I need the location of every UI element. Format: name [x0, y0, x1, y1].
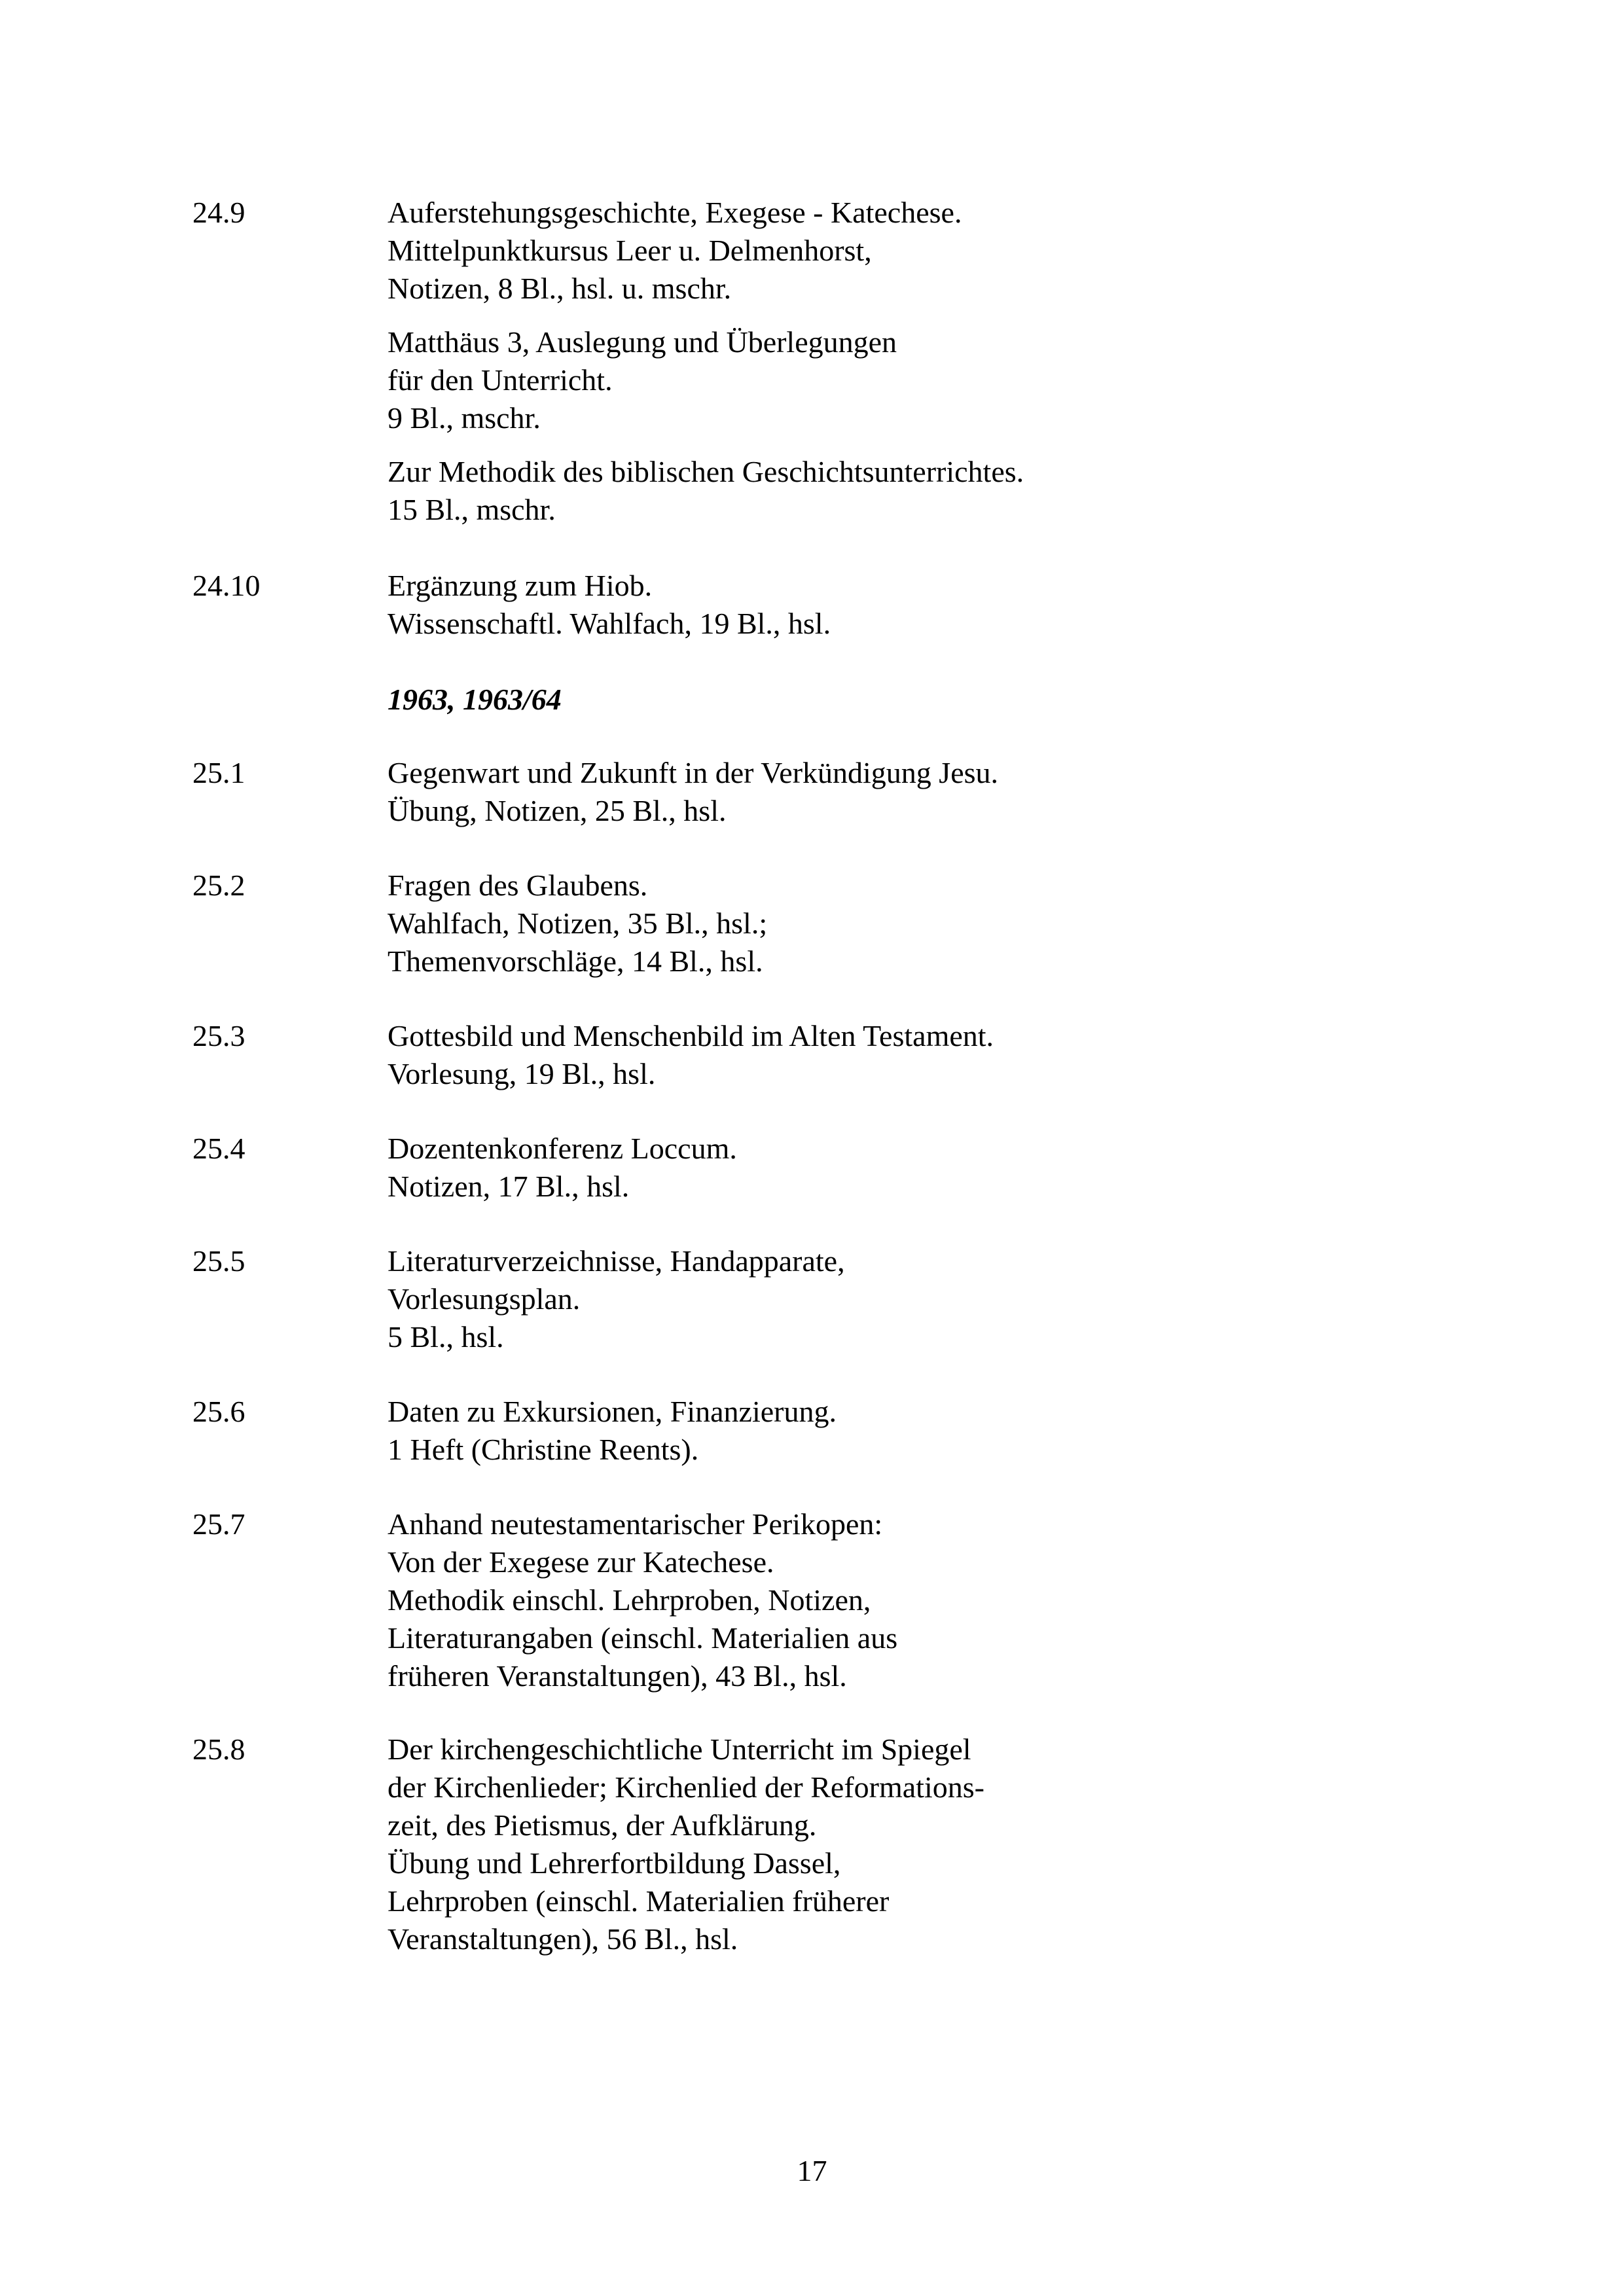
entry-description — [388, 1731, 1566, 1958]
entry-line: Fragen des Glaubens. — [388, 869, 648, 902]
entry-number: 25.1 — [192, 756, 245, 789]
entry-paragraph — [388, 1130, 1566, 1206]
entry-number: 25.3 — [192, 1019, 245, 1052]
entry-line: Von der Exegese zur Katechese. — [388, 1545, 774, 1579]
entry-line: Methodik einschl. Lehrproben, Notizen, — [388, 1583, 871, 1617]
entry-line: Daten zu Exkursionen, Finanzierung. — [388, 1395, 837, 1428]
entry-line: Ergänzung zum Hiob. — [388, 569, 653, 602]
entry-paragraph — [388, 1017, 1566, 1093]
entry-line: Anhand neutestamentarischer Perikopen: — [388, 1507, 883, 1541]
entry-description — [388, 1017, 1566, 1093]
page-number: 17 — [797, 2154, 827, 2187]
entry-number: 25.4 — [192, 1132, 245, 1165]
entry-line: 9 Bl., mschr. — [388, 401, 541, 435]
entry-line: Vorlesung, 19 Bl., hsl. — [388, 1057, 656, 1090]
entry-line: früheren Veranstaltungen), 43 Bl., hsl. — [388, 1659, 847, 1693]
entry-line: 1 Heft (Christine Reents). — [388, 1433, 699, 1466]
entry-line: zeit, des Pietismus, der Aufklärung. — [388, 1808, 817, 1842]
entry-line: 5 Bl., hsl. — [388, 1320, 504, 1354]
entry-number: 25.5 — [192, 1244, 245, 1278]
entry-line: Notizen, 17 Bl., hsl. — [388, 1170, 630, 1203]
entry-description — [388, 567, 1566, 643]
entry-paragraph — [388, 1505, 1566, 1695]
entry-line: Themenvorschläge, 14 Bl., hsl. — [388, 944, 763, 978]
entry-number: 25.6 — [192, 1395, 245, 1428]
entry-line: Wissenschaftl. Wahlfach, 19 Bl., hsl. — [388, 607, 831, 640]
entry-line: Wahlfach, Notizen, 35 Bl., hsl.; — [388, 906, 768, 940]
entry-paragraph — [388, 323, 1566, 437]
entry-description — [388, 1130, 1566, 1206]
entry-line: Übung, Notizen, 25 Bl., hsl. — [388, 794, 727, 827]
entry-line: Vorlesungsplan. — [388, 1282, 581, 1316]
entry-number: 24.9 — [192, 196, 245, 229]
entry-line: für den Unterricht. — [388, 363, 613, 397]
entry-line: Lehrproben (einschl. Materialien früherer — [388, 1884, 890, 1918]
entry-paragraph — [388, 1731, 1566, 1958]
entry-line: Dozentenkonferenz Loccum. — [388, 1132, 737, 1165]
entry-description — [388, 867, 1566, 980]
entry-line: der Kirchenlieder; Kirchenlied der Reformations- — [388, 1770, 984, 1804]
entry-line: Mittelpunktkursus Leer u. Delmenhorst, — [388, 234, 872, 267]
entry-number: 25.7 — [192, 1507, 245, 1541]
entry-line: Gottesbild und Menschenbild im Alten Testament. — [388, 1019, 994, 1052]
entry-description — [388, 754, 1566, 830]
entry-description — [388, 1505, 1566, 1695]
entry-line: Notizen, 8 Bl., hsl. u. mschr. — [388, 272, 732, 305]
entry-line: 15 Bl., mschr. — [388, 493, 556, 526]
entry-paragraph — [388, 1393, 1566, 1469]
entry-number: 24.10 — [192, 569, 261, 602]
entry-description — [388, 1242, 1566, 1356]
entry-description — [388, 194, 1566, 529]
entry-line: Literaturverzeichnisse, Handapparate, — [388, 1244, 845, 1278]
entry-description — [388, 1393, 1566, 1469]
entry-line: Gegenwart und Zukunft in der Verkündigung Jesu. — [388, 756, 999, 789]
entry-paragraph — [388, 453, 1566, 529]
entry-paragraph — [388, 1242, 1566, 1356]
entry-number: 25.2 — [192, 869, 245, 902]
entry-line: Auferstehungsgeschichte, Exegese - Katechese. — [388, 196, 962, 229]
entry-line: Literaturangaben (einschl. Materialien aus — [388, 1621, 898, 1655]
entry-line: Veranstaltungen), 56 Bl., hsl. — [388, 1922, 738, 1956]
entry-paragraph — [388, 567, 1566, 643]
entry-paragraph — [388, 754, 1566, 830]
entry-paragraph — [388, 867, 1566, 980]
entry-number: 25.8 — [192, 1732, 245, 1766]
entry-line: Zur Methodik des biblischen Geschichtsunterrichtes. — [388, 455, 1024, 488]
entry-line: Der kirchengeschichtliche Unterricht im Spiegel — [388, 1732, 971, 1766]
entry-line: Übung und Lehrerfortbildung Dassel, — [388, 1846, 841, 1880]
entry-paragraph — [388, 194, 1566, 308]
entry-line: Matthäus 3, Auslegung und Überlegungen — [388, 325, 897, 359]
section-heading: 1963, 1963/64 — [388, 683, 562, 716]
